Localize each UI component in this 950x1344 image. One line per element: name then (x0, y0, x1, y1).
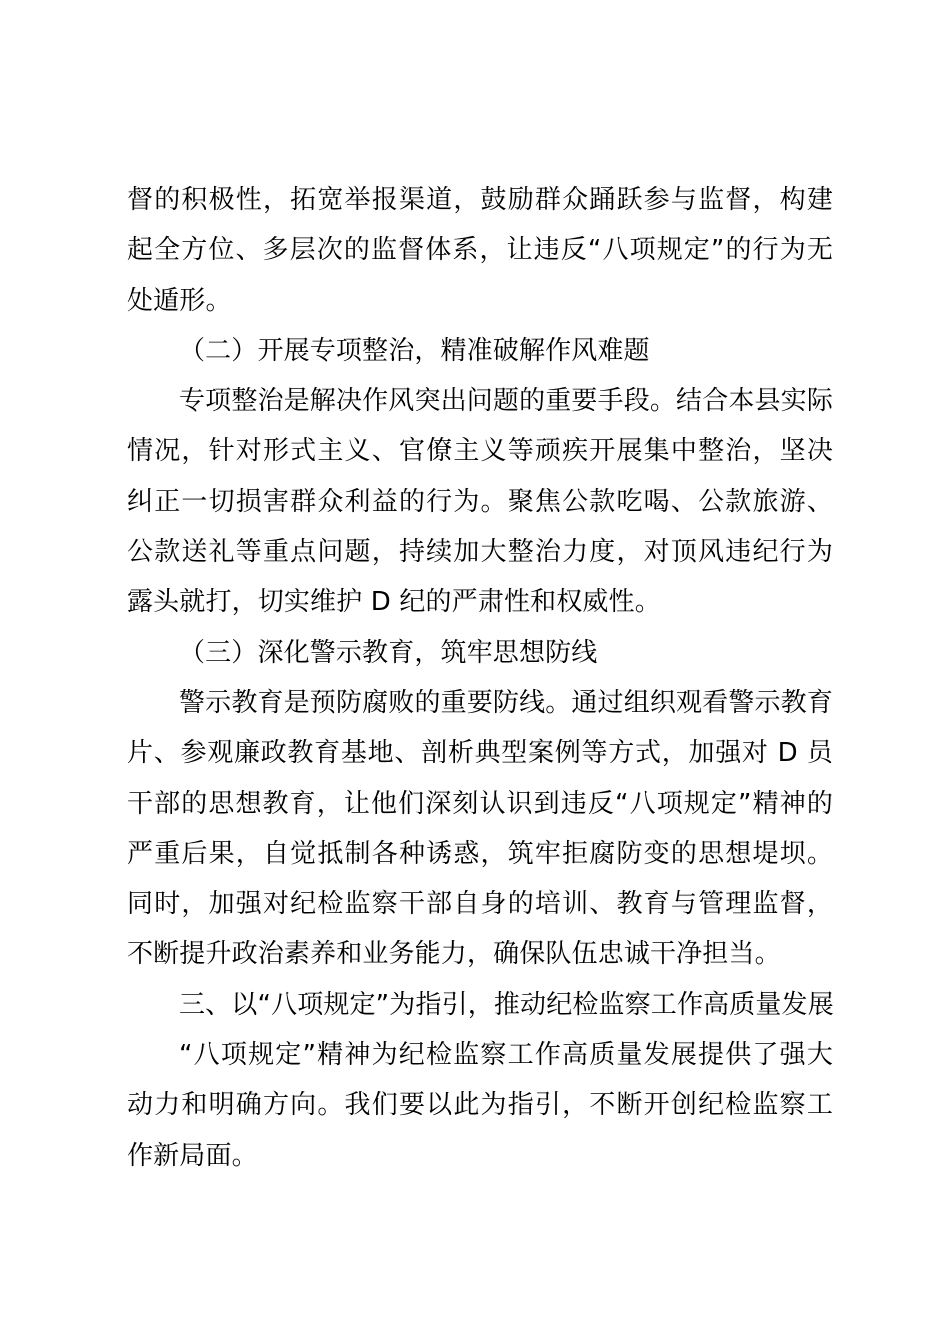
paragraph-high-quality-development: “八项规定”精神为纪检监察工作高质量发展提供了强大动力和明确方向。我们要以此为指引，不断开创纪检监察工作新局面。 (127, 1040, 833, 1171)
subheading-warning-education: （三）深化警示教育，筑牢思想防线 (179, 637, 598, 668)
paragraph-warning-education: 警示教育是预防腐败的重要防线。通过组织观看警示教育片、参观廉政教育基地、剖析典型案例等方式，加强对 D 员干部的思想教育，让他们深刻认识到违反“八项规定”精神的严重后果，自觉抵制各种诱惑，筑牢拒腐防变的思想堤坝。同时，加强对纪检监察干部自身的培训、教育与管理监督，不断提升政治素养和业务能力，确保队伍忠诚干净担当。 (127, 687, 833, 970)
section-heading-three: 三、以“八项规定”为指引，推动纪检监察工作高质量发展 (179, 989, 834, 1020)
paragraph-special-rectification: 专项整治是解决作风突出问题的重要手段。结合本县实际情况，针对形式主义、官僚主义等顽疾开展集中整治，坚决纠正一切损害群众利益的行为。聚焦公款吃喝、公款旅游、公款送礼等重点问题，持续加大整治力度，对顶风违纪行为露头就打，切实维护 D 纪的严肃性和权威性。 (127, 386, 833, 618)
document-page (127, 175, 833, 1181)
subheading-special-rectification: （二）开展专项整治，精准破解作风难题 (179, 335, 650, 366)
paragraph-continuation: 督的积极性，拓宽举报渠道，鼓励群众踊跃参与监督，构建起全方位、多层次的监督体系，让违反“八项规定”的行为无处遁形。 (127, 185, 833, 316)
